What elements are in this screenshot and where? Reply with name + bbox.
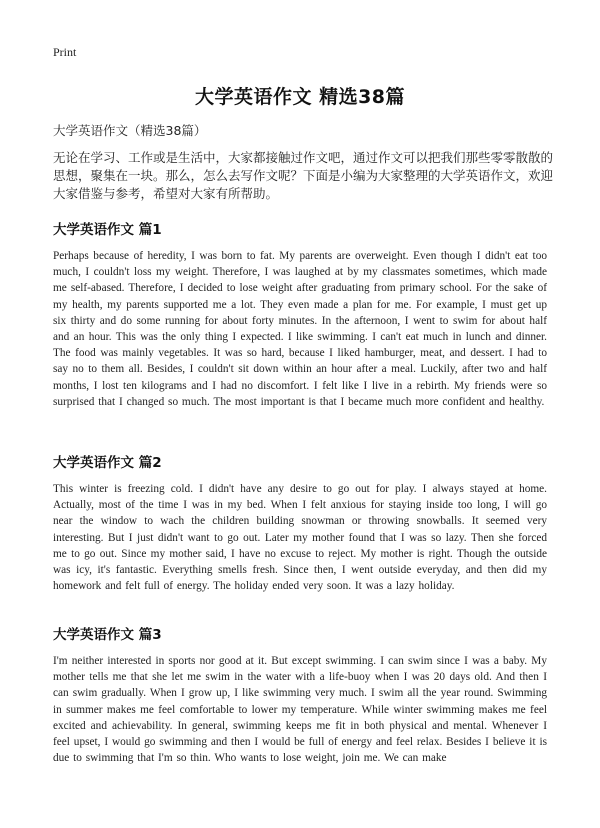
essay-3-heading: 大学英语作文 篇3 [53,627,162,643]
essay-1-heading: 大学英语作文 篇1 [53,222,162,238]
essay-2-heading: 大学英语作文 篇2 [53,455,162,471]
page-title: 大学英语作文 精选38篇 [194,86,406,108]
essay-3-body: I'm neither interested in sports nor good at it. But except swimming. I can swim since I was a baby. My mother tells me that she let me swim in the water with a life-buoy when I was 20 days old. And then I can swim gradually. When I grow up, I like swimming very much. I swim all the year round. Swimming in summer makes me feel comfortable to lower my temperature. While winter swimming makes me feel excited and achievability. In general, swimming keeps me fit in both physical and mental. Whenever I feel upset, I would go swimming and then I would be full of energy and feel relax. Besides I believe it is due to swimming that I'm so thin. Who wants to lose weight, join me. We can make [53,655,547,765]
document-subtitle: 大学英语作文（精选38篇） [53,123,207,138]
essay-2-body: This winter is freezing cold. I didn't have any desire to go out for play. I always stayed at home. Actually, most of the time I was in my bed. When I felt anxious for staying inside too long, I will go near the window to wach the children building snowman or throwing snowballs. It seemed very interesting. But I just didn't want to go out. Later my mother found that I was so lazy. Then she forced me to go out. Since my mother said, I have no excuse to reject. My mother is right. Though the outside was icy, it's fantastic. Everything smells fresh. Since then, I went outside everyday, and then did my homework and felt full of energy. The holiday ended very soon. It was a lazy holiday. [53,483,547,593]
print-link[interactable]: Print [53,45,77,59]
intro-paragraph: 无论在学习、工作或是生活中，大家都接触过作文吧，通过作文可以把我们那些零零散散的思想，聚集在一块。那么，怎么去写作文呢？下面是小编为大家整理的大学英语作文，欢迎大家借鉴与参考，希望对大家有所帮助。 [53,150,554,201]
essay-1-body: Perhaps because of heredity, I was born to fat. My parents are overweight. Even though I didn't eat too much, I couldn't loss my weight. Therefore, I was laughed at by my classmates sometimes, which made me self-abased. Therefore, I decided to lose weight after graduating from primary school. For the sake of my health, my parents supported me a lot. They even made a plan for me. For example, I must get up six thirty and do some running for about forty minutes. In the afternoon, I went to swim for about half and an hour. This was the only thing I expected. I like swimming. I can't eat much in lunch and dinner. The food was mainly vegetables. It was so hard, because I liked hamburger, meat, and dessert. I had to say no to them all. Besides, I couldn't sit down within an hour after a meal. Luckily, after two and half months, I lost ten kilograms and I had no discomfort. I felt like I live in a rebirth. My friends were so surprised that I changed so much. The most important is that I became much more confident and healthy. [53,250,547,408]
